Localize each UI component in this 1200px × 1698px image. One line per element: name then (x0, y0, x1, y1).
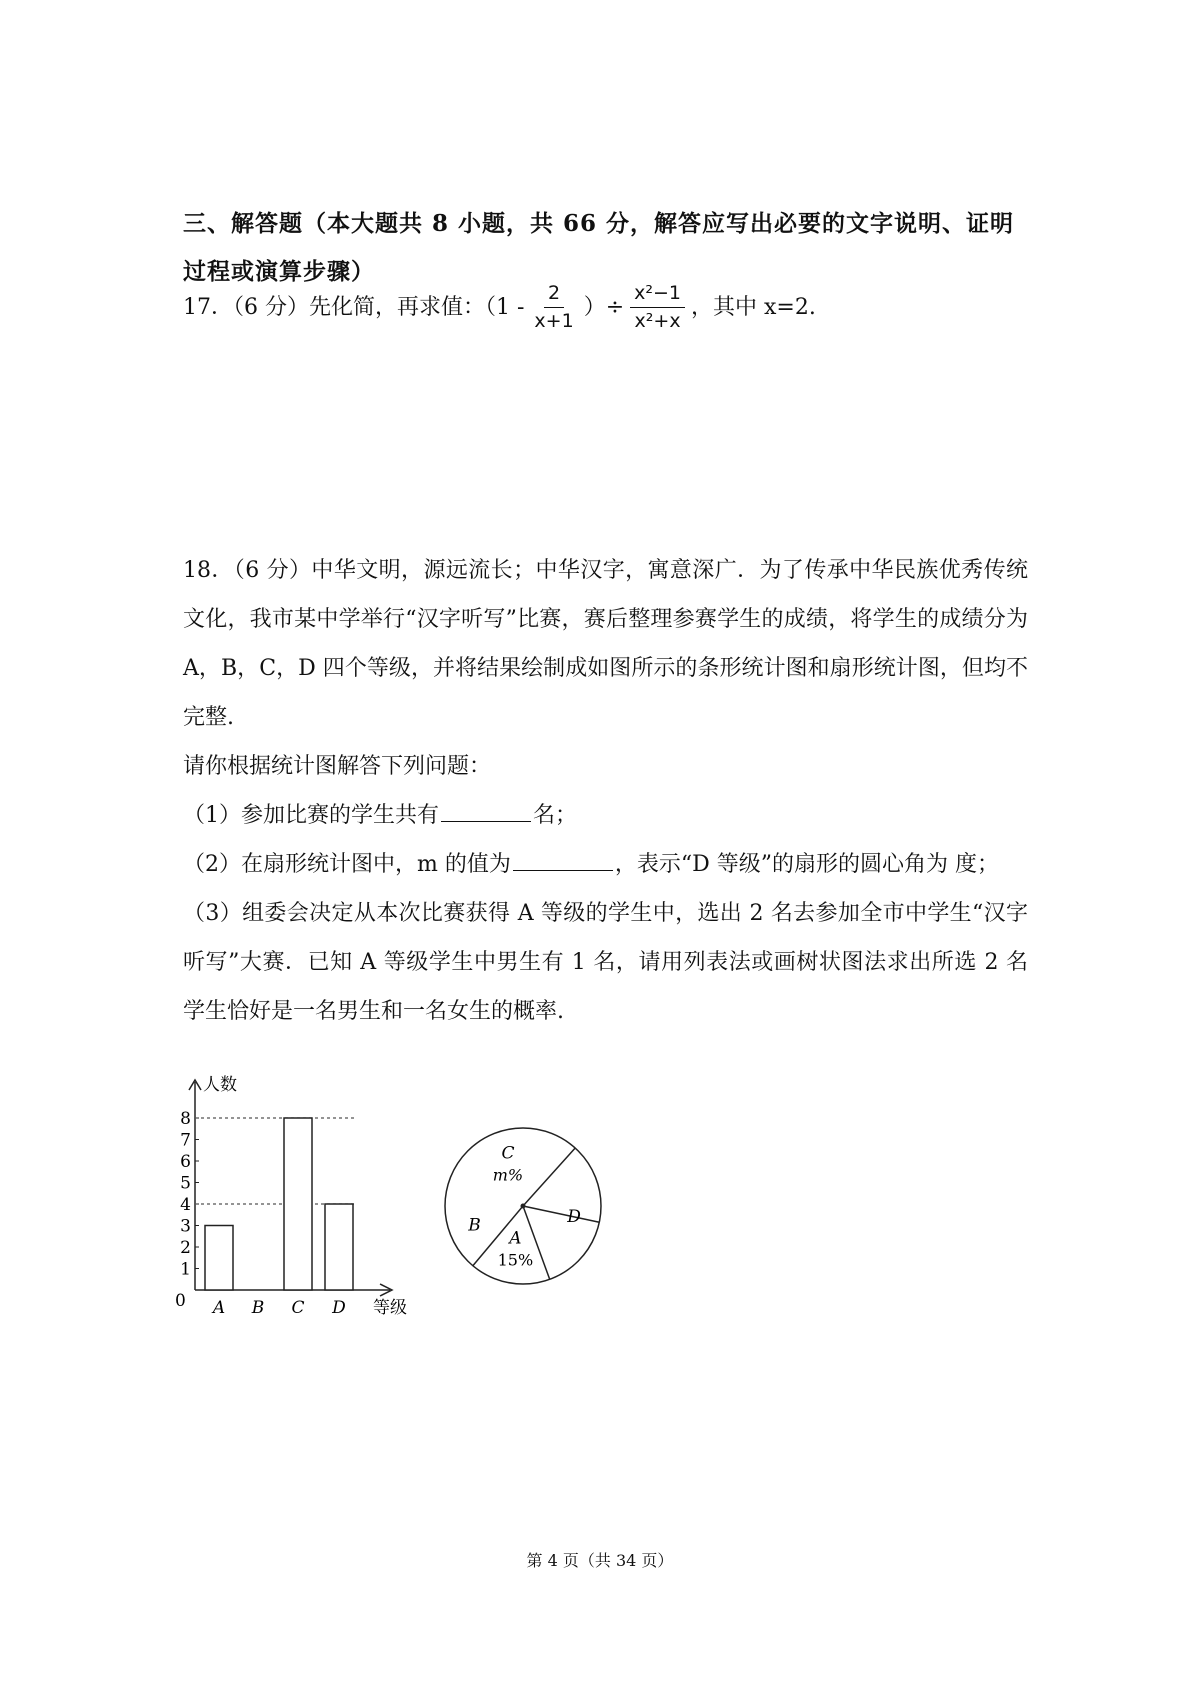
q18-part-3: （3）组委会决定从本次比赛获得 A 等级的学生中，选出 2 名去参加全市中学生“汉字听写”大赛．已知 A 等级学生中男生有 1 名，请用列表法或画树状图法求出所选 2 名学生恰好是一名男生和一名女生的概率. (183, 901, 1028, 1024)
question-18 (183, 546, 1028, 1036)
bar-category-labels (211, 1298, 346, 1318)
category-label-A: A (212, 1298, 226, 1318)
fraction-2-denominator: x²+x (634, 310, 681, 332)
q18-prompt: 请你根据统计图解答下列问题： (183, 754, 492, 779)
q17-prefix: 17．（6 分）先化简，再求值：（1 - (183, 294, 525, 320)
answer-blank-2 (513, 844, 613, 871)
bar-D (325, 1204, 353, 1290)
y-tick-label: 5 (180, 1173, 191, 1194)
bar-chart (175, 1075, 407, 1318)
section-heading: 三、解答题（本大题共 8 小题，共 66 分，解答应写出必要的文字说明、证明过程或演算步骤） (183, 210, 1015, 285)
fraction-2-numerator: x²−1 (630, 282, 685, 308)
y-tick-label: 6 (180, 1152, 191, 1172)
q18-intro: 18．（6 分）中华文明，源远流长；中华汉字，寓意深广．为了传承中华民族优秀传统文化，我市某中学举行“汉字听写”比赛，赛后整理参赛学生的成绩，将学生的成绩分为 A，B，C，D 四个等级，并将结果绘制成如图所示的条形统计图和扇形统计图，但均不完整. (183, 558, 1028, 730)
page-footer: 第 4 页（共 34 页） (526, 1551, 674, 1570)
answer-blank-1 (441, 795, 531, 822)
bar-y-axis-label: 人数 (203, 1075, 237, 1095)
q18-p2-tail: ，表示“D 等级”的扇形的圆心角为 度； (614, 852, 999, 877)
q18-part-2 (183, 840, 1028, 889)
q18-p1-text: （1）参加比赛的学生共有 (183, 803, 439, 828)
pie-boundary-line (523, 1206, 599, 1222)
q18-p2-text: （2）在扇形统计图中，m 的值为 (183, 852, 511, 877)
y-tick-label: 8 (180, 1109, 191, 1129)
category-label-B: B (251, 1298, 265, 1318)
fraction-2 (630, 282, 685, 333)
fraction-1 (530, 282, 577, 333)
y-tick-label: 2 (180, 1238, 191, 1258)
fraction-1-numerator: 2 (544, 282, 564, 308)
pie-label-D: D (567, 1206, 581, 1227)
pie-label-C: C (501, 1143, 515, 1164)
bar-reference-lines (195, 1118, 355, 1204)
q18-part-1 (183, 791, 1028, 840)
pie-boundary-line (523, 1148, 575, 1206)
y-tick-label: 4 (180, 1195, 191, 1215)
category-label-D: D (332, 1298, 346, 1318)
q18-p1-tail: 名； (533, 803, 578, 828)
pie-chart (445, 1128, 601, 1284)
pie-value-C: m% (492, 1165, 524, 1185)
statistics-figures (175, 1070, 675, 1320)
pie-label-A: A (509, 1228, 522, 1249)
bar-origin-label: 0 (175, 1291, 186, 1311)
pie-value-A: 15% (497, 1250, 534, 1270)
category-label-C: C (291, 1298, 305, 1318)
bar-A (205, 1226, 233, 1291)
pie-label-B: B (468, 1215, 481, 1236)
y-tick-label: 3 (180, 1216, 191, 1237)
y-tick-label: 7 (180, 1130, 191, 1151)
bar-x-axis-label: 等级 (373, 1298, 407, 1318)
bar-C (284, 1118, 312, 1290)
fraction-1-denominator: x+1 (534, 310, 574, 332)
question-17 (183, 282, 1028, 333)
y-tick-label: 1 (180, 1259, 191, 1280)
q17-suffix: ，其中 x=2. (691, 294, 816, 320)
bar-y-ticks (180, 1109, 199, 1280)
q17-divide: ）÷ (583, 294, 625, 320)
